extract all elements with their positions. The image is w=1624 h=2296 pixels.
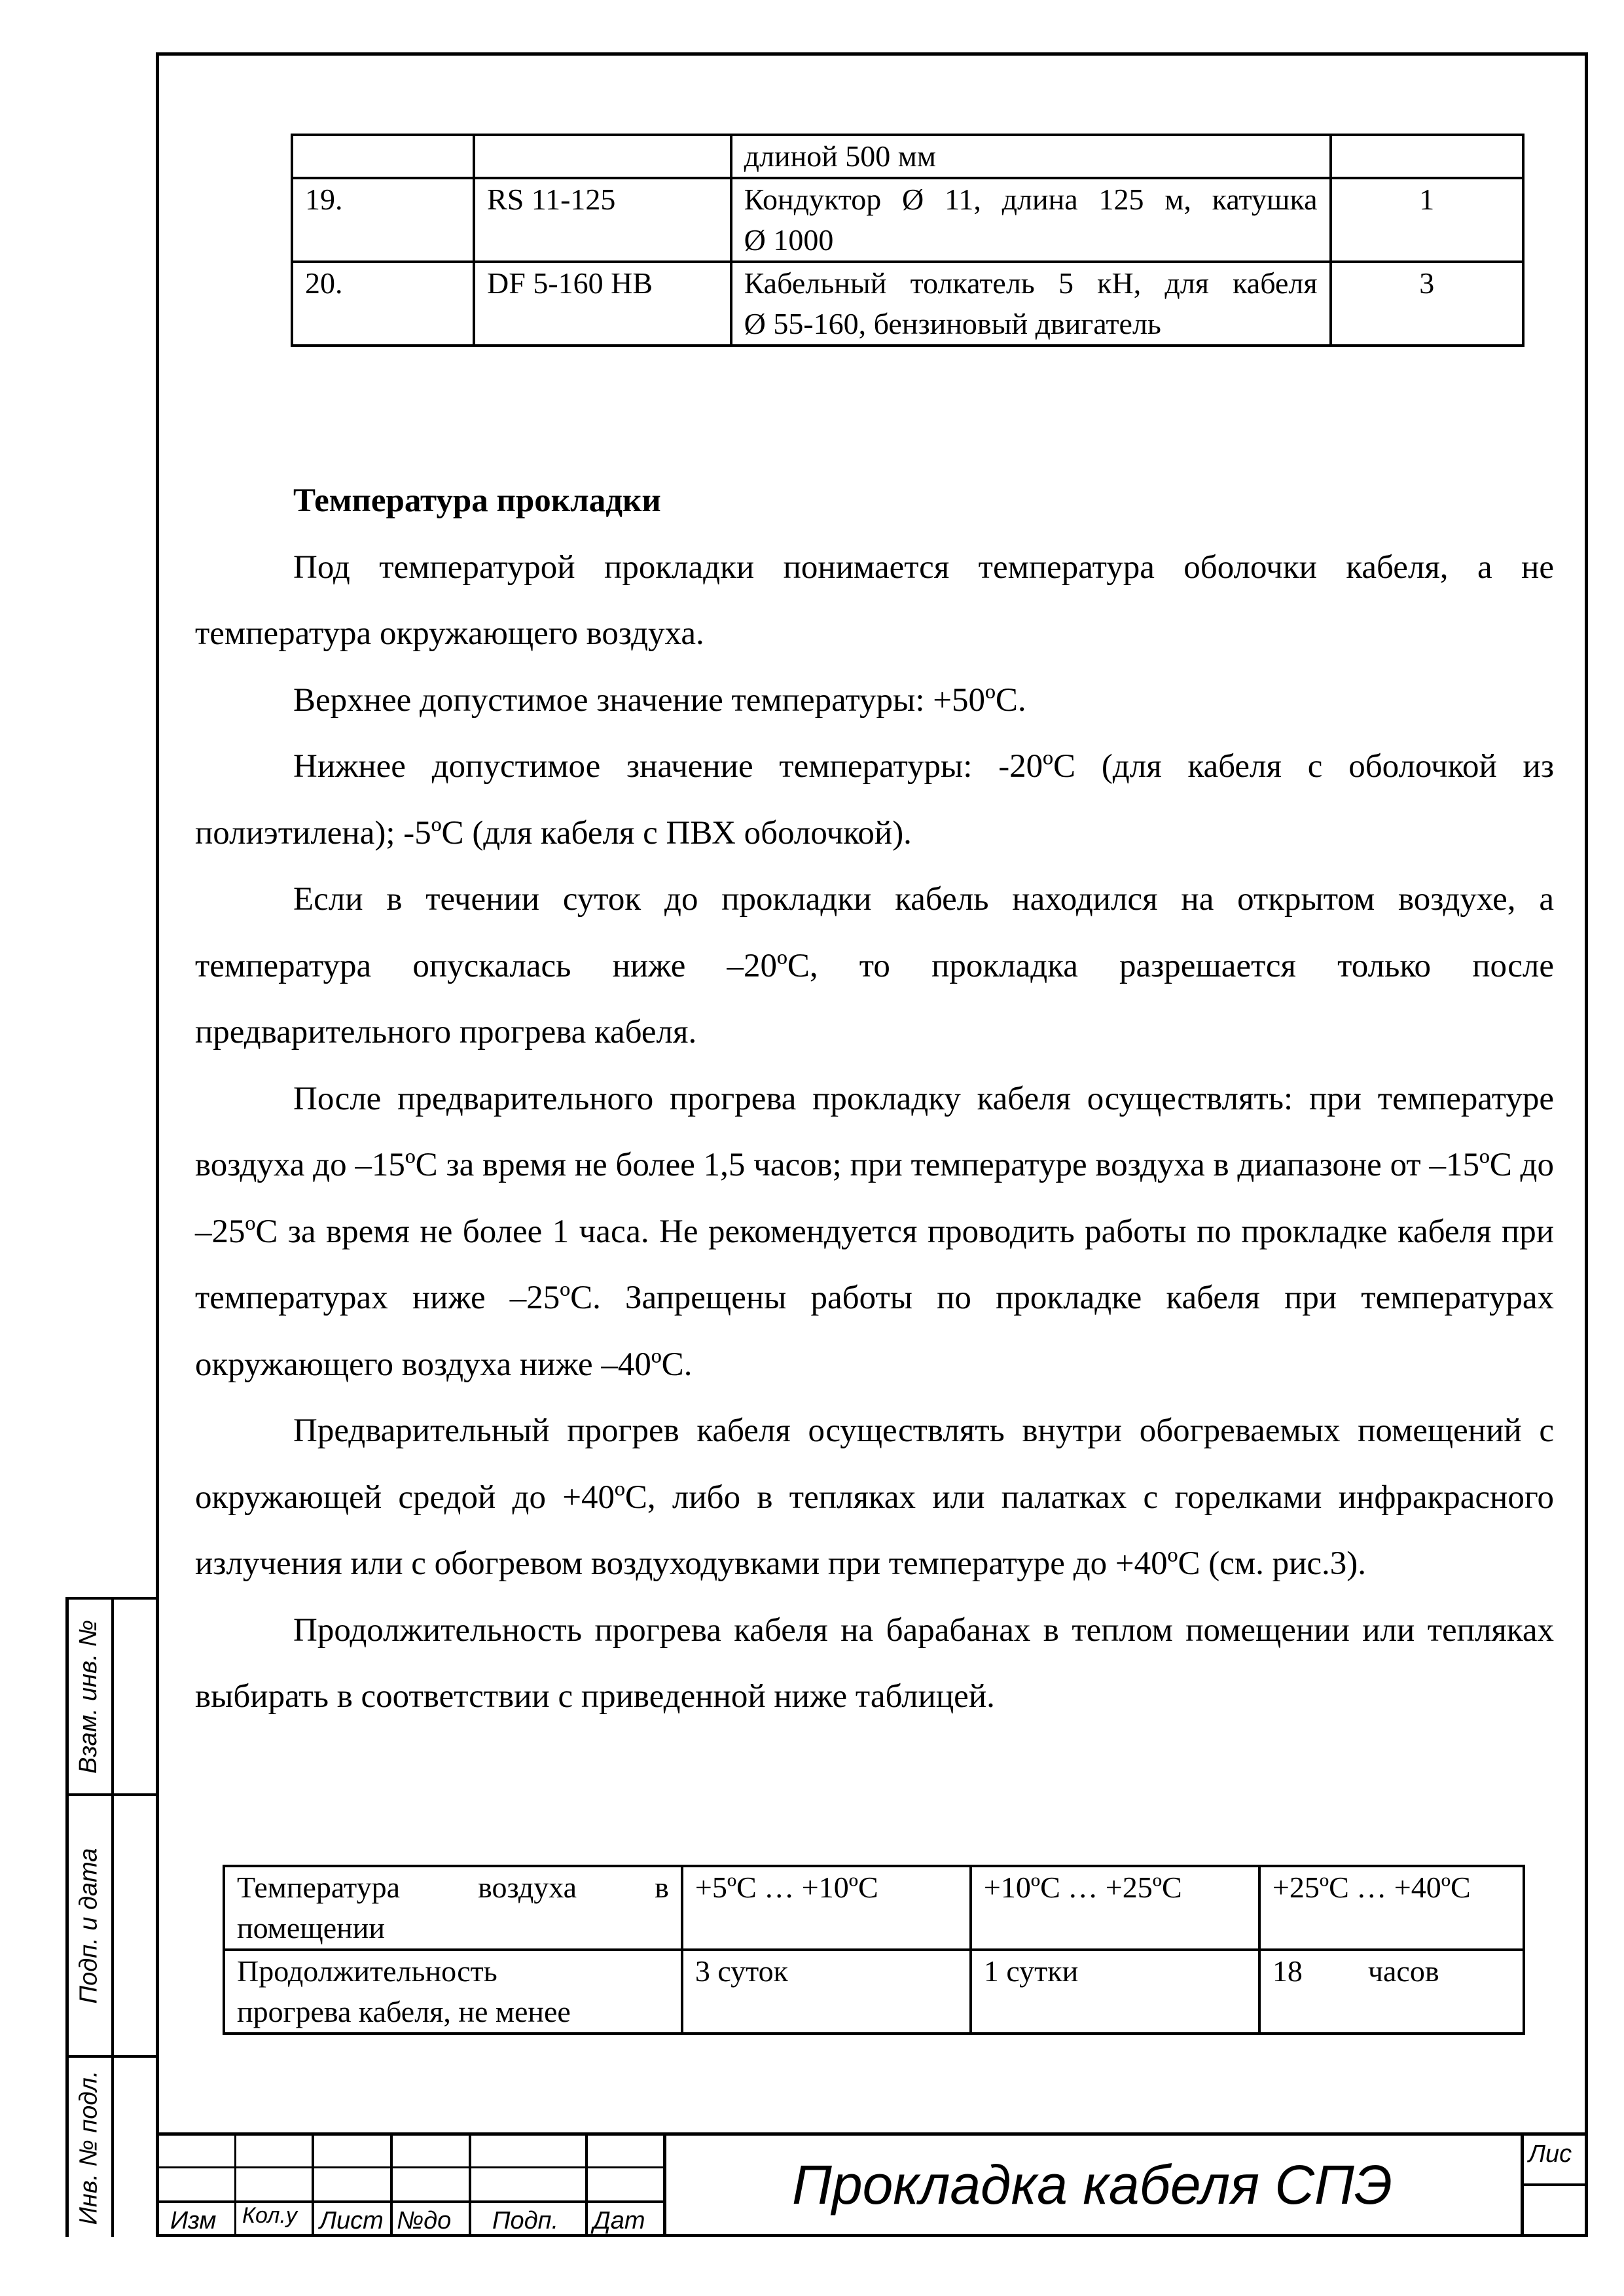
section-body bbox=[195, 468, 1554, 1731]
paragraph: Предварительный прогрев кабеля осуществлять внутри обогреваемых помещений с окружающей средой до +40ºС, либо в тепляках или палатках с горелками инфракрасного излучения или с обогревом воздуходувками при температуре до +40ºС (см. рис.3). bbox=[195, 1412, 1554, 1582]
document-title: Прокладка кабеля СПЭ bbox=[792, 2154, 1393, 2215]
table-row bbox=[224, 1950, 1524, 2034]
column-change: Изм bbox=[170, 2207, 217, 2234]
row-quantity bbox=[1331, 135, 1523, 178]
row-description: Кондуктор Ø 11, длина 125 м, катушка Ø 1000 bbox=[731, 178, 1331, 262]
equipment-table bbox=[291, 134, 1525, 347]
paragraph: Под температурой прокладки понимается температура оболочки кабеля, а не температура окружающего воздуха. bbox=[195, 548, 1554, 652]
row-label: Продолжительность прогрева кабеля, не менее bbox=[224, 1950, 682, 2034]
side-label-replacement: Взам. инв. № bbox=[75, 1619, 103, 1774]
table-row bbox=[224, 1866, 1524, 1950]
column-date: Дат bbox=[593, 2207, 645, 2234]
column-sheet: Лист bbox=[319, 2207, 384, 2234]
temperature-range: +5ºС … +10ºС bbox=[682, 1866, 971, 1950]
sheet-label: Лис bbox=[1528, 2140, 1572, 2168]
row-code: DF 5-160 HB bbox=[474, 262, 731, 346]
section-heading: Температура прокладки bbox=[293, 482, 661, 519]
row-description: Кабельный толкатель 5 кН, для кабеля Ø 55-160, бензиновый двигатель bbox=[731, 262, 1331, 346]
heating-table bbox=[223, 1865, 1525, 2035]
heating-duration: 3 суток bbox=[682, 1950, 971, 2034]
paragraph: Верхнее допустимое значение температуры: +50ºС. bbox=[293, 681, 1026, 719]
heating-duration: 1 сутки bbox=[971, 1950, 1259, 2034]
row-code bbox=[474, 135, 731, 178]
row-number: 19. bbox=[292, 178, 474, 262]
row-description: длиной 500 мм bbox=[731, 135, 1331, 178]
column-quantity: Кол.у bbox=[242, 2203, 297, 2228]
side-label-original-inv: Инв. № подл. bbox=[75, 2070, 103, 2225]
row-number bbox=[292, 135, 474, 178]
table-row bbox=[292, 262, 1523, 346]
paragraph: Продолжительность прогрева кабеля на барабанах в теплом помещении или тепляках выбирать в соответствии с приведенной ниже таблицей. bbox=[195, 1611, 1554, 1715]
table-row bbox=[292, 135, 1523, 178]
column-signature: Подп. bbox=[492, 2207, 559, 2234]
column-doc-number: №до bbox=[397, 2207, 452, 2234]
temperature-range: +25ºС … +40ºС bbox=[1259, 1866, 1524, 1950]
paragraph: Если в течении суток до прокладки кабель находился на открытом воздухе, а температура опускалась ниже –20ºС, то прокладка разрешается только после предварительного прогрева кабеля. bbox=[195, 881, 1554, 1050]
heating-duration: 18 часов bbox=[1259, 1950, 1524, 2034]
side-label-signature-date: Подп. и дата bbox=[75, 1848, 103, 2003]
temperature-range: +10ºС … +25ºС bbox=[971, 1866, 1259, 1950]
table-row bbox=[292, 178, 1523, 262]
row-quantity: 3 bbox=[1331, 262, 1523, 346]
paragraph: После предварительного прогрева прокладку кабеля осуществлять: при температуре воздуха до –15ºС за время не более 1,5 часов; при температуре воздуха в диапазоне от –15ºС до –25ºС за время не более 1 часа. Не рекомендуется проводить работы по прокладке кабеля при температурах ниже –25ºС. Запрещены работы по прокладке кабеля при температурах окружающего воздуха ниже –40ºС. bbox=[195, 1080, 1554, 1383]
paragraph: Нижнее допустимое значение температуры: -20ºС (для кабеля с оболочкой из полиэтилена); -5ºС (для кабеля с ПВХ оболочкой). bbox=[195, 748, 1554, 852]
row-quantity: 1 bbox=[1331, 178, 1523, 262]
row-label: Температура воздуха в помещении bbox=[224, 1866, 682, 1950]
row-code: RS 11-125 bbox=[474, 178, 731, 262]
row-number: 20. bbox=[292, 262, 474, 346]
